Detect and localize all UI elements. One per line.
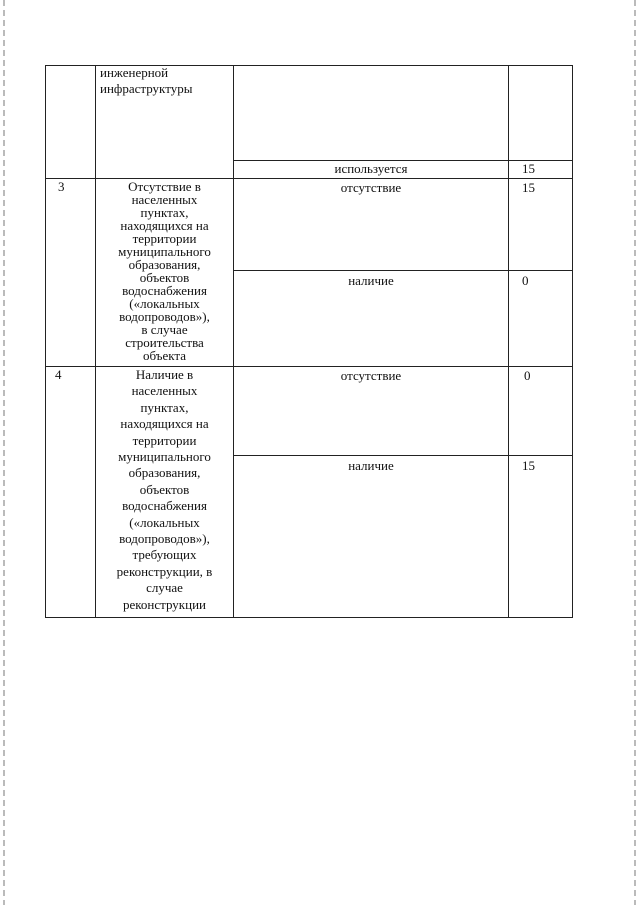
criterion-line: Наличие в (135, 367, 194, 382)
criterion-line: объектов (139, 270, 190, 285)
criterion-line: водопроводов»), (119, 531, 210, 547)
criterion-line: муниципального (118, 244, 211, 259)
scan-edge-right (634, 0, 636, 905)
criterion-line: населенных (131, 383, 198, 399)
criterion-line: территории (132, 432, 197, 448)
criterion-line: требующих (132, 547, 197, 563)
option-label: наличие (348, 273, 394, 288)
criterion-line: («локальных (129, 514, 200, 530)
criterion-line: инфраструктуры (100, 80, 193, 96)
row-divider (233, 455, 572, 456)
column-divider (233, 65, 234, 618)
criterion-line: случае (146, 580, 183, 596)
option-score: 0 (522, 273, 529, 288)
criterion-line: образования, (128, 465, 201, 481)
option-label: наличие (348, 458, 394, 473)
row-number: 4 (55, 367, 62, 382)
criterion-line: населенных (131, 192, 198, 207)
option-label: используется (334, 161, 408, 176)
option-score: 15 (522, 161, 535, 176)
row-divider (45, 178, 572, 179)
option-label: отсутствие (340, 180, 402, 195)
criterion-line: реконструкции, в (116, 563, 213, 579)
scan-edge-left (3, 0, 5, 905)
option-score: 15 (522, 180, 535, 195)
criterion-cell (96, 367, 233, 613)
column-divider (45, 65, 46, 618)
criterion-line: пунктах, (140, 205, 189, 220)
row-divider (233, 270, 572, 271)
row-number: 3 (58, 179, 65, 194)
criterion-line: образования, (128, 257, 201, 272)
column-divider (508, 65, 509, 618)
option-score: 0 (524, 368, 531, 383)
criterion-line: территории (132, 231, 197, 246)
criterion-line: Отсутствие в (128, 179, 201, 194)
criterion-line: находящихся на (120, 218, 209, 233)
criterion-line: объекта (142, 348, 187, 363)
criterion-line: инженерной (100, 65, 169, 80)
criterion-cell (100, 65, 230, 96)
criterion-line: пунктах, (140, 399, 189, 415)
table-border-bottom (45, 617, 572, 618)
criterion-line: находящихся на (120, 416, 209, 432)
criterion-line: («локальных (129, 296, 200, 311)
option-score: 15 (522, 458, 535, 473)
criterion-line: строительства (125, 335, 204, 350)
option-label: отсутствие (340, 368, 402, 383)
criterion-line: в случае (141, 322, 188, 337)
criterion-line: объектов (139, 481, 190, 497)
criterion-cell (96, 180, 233, 362)
column-divider (572, 65, 573, 618)
criterion-line: муниципального (118, 449, 211, 465)
criterion-line: водопроводов»), (119, 309, 210, 324)
criterion-line: водоснабжения (122, 498, 207, 514)
criterion-line: реконструкции (122, 596, 206, 612)
criterion-line: водоснабжения (122, 283, 207, 298)
